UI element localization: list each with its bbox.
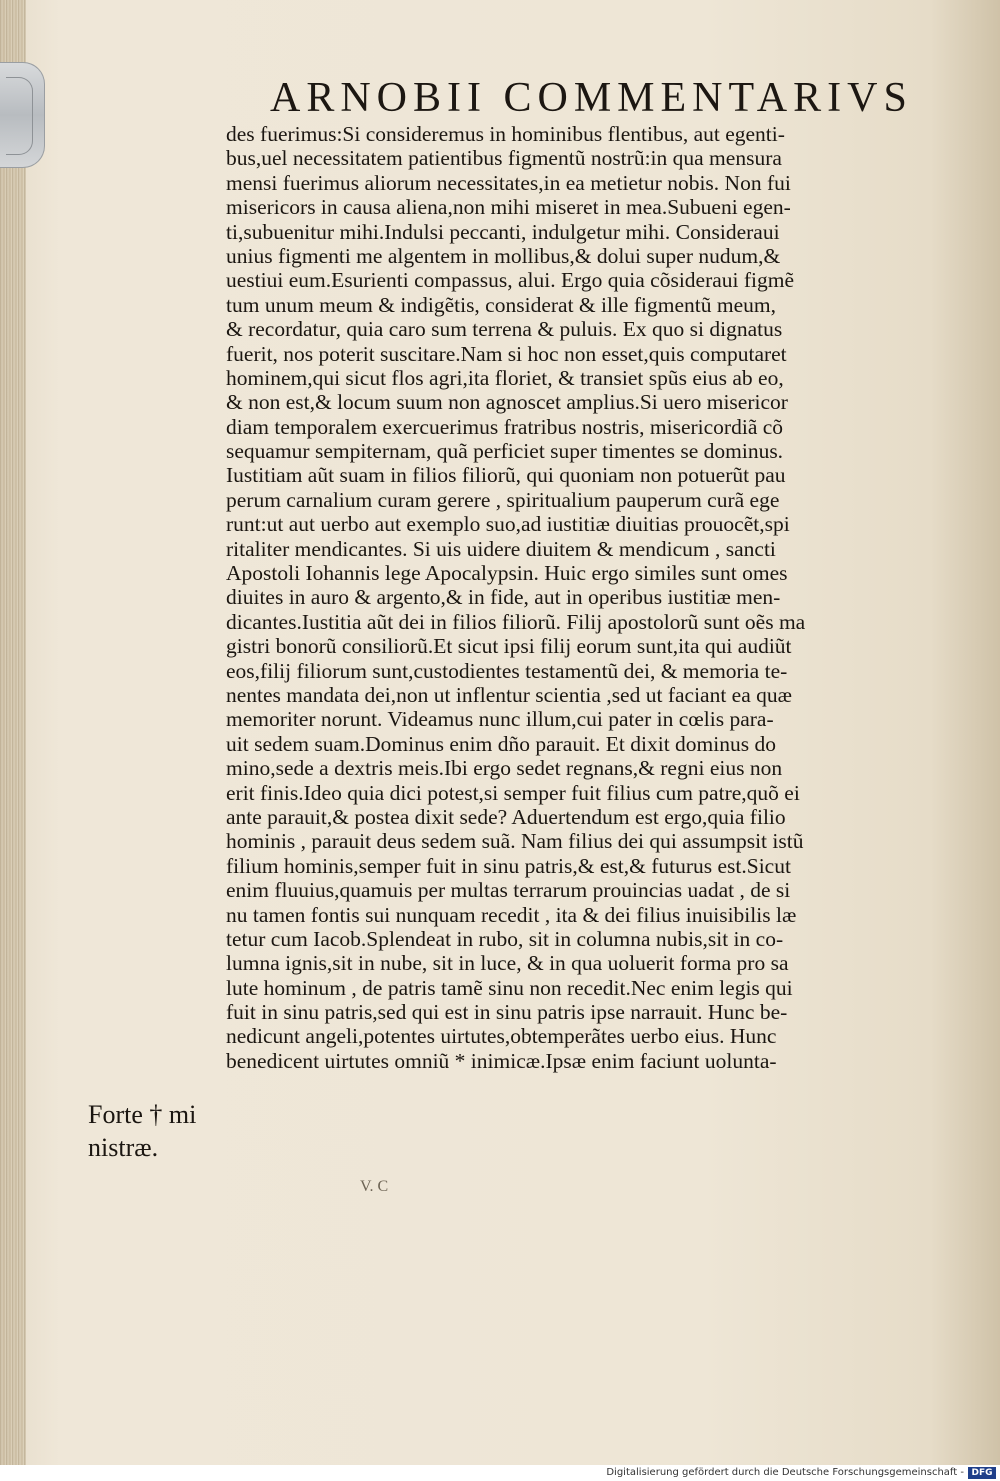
text-line: fuit in sinu patris,sed qui est in sinu patris ipse narrauit. Hunc be- (226, 1000, 788, 1025)
signature-mark: V. C (360, 1178, 389, 1195)
text-line: eos,filij filiorum sunt,custodientes testamentũ dei, & memoria te- (226, 658, 788, 683)
text-line: nentes mandata dei,non ut inflentur scientia ,sed ut faciant ea quæ (226, 682, 792, 707)
text-line: unius figmenti me algentem in mollibus,& dolui super nudum,& (226, 243, 781, 268)
text-line: lute hominum , de patris tamẽ sinu non recedit.Nec enim legis qui (226, 975, 793, 1000)
text-line: Apostoli Iohannis lege Apocalypsin. Huic ergo similes sunt omes (226, 561, 788, 586)
text-line: uestiui eum.Esurienti compassus, alui. Ergo quia cõsideraui figmẽ (226, 268, 795, 293)
main-text-block (226, 122, 936, 1073)
text-line: mensi fuerimus aliorum necessitates,in ea metietur nobis. Non fui (226, 170, 791, 195)
text-line: nedicunt angeli,potentes uirtutes,obtemperãtes uerbo eius. Hunc (226, 1024, 777, 1049)
text-line: filium hominis,semper fuit in sinu patris,& est,& futurus est.Sicut (226, 853, 791, 878)
text-line: & non est,& locum suum non agnoscet amplius.Si uero misericor (226, 390, 788, 415)
marginal-note (88, 1098, 218, 1164)
running-header: ARNOBII COMMENTARIVS (270, 75, 913, 121)
text-line: des fuerimus:Si consideremus in hominibus flentibus, aut egenti- (226, 122, 785, 146)
digitization-credit: Digitalisierung gefördert durch die Deutsche Forschungsgemeinschaft - (606, 1467, 964, 1478)
marginal-note-line-1: Forte † mi (88, 1100, 197, 1129)
text-line: memoriter norunt. Videamus nunc illum,cui pater in cœlis para- (226, 707, 774, 732)
text-line: hominem,qui sicut flos agri,ita floriet, & transiet spũs eius ab eo, (226, 365, 784, 390)
text-line: tum unum meum & indigẽtis, considerat & ille figmentũ meum, (226, 292, 776, 317)
text-line: tetur cum Iacob.Splendeat in rubo, sit in columna nubis,sit in co- (226, 926, 784, 951)
text-line: mino,sede a dextris meis.Ibi ergo sedet regnans,& regni eius non (226, 756, 783, 781)
text-line: runt:ut aut uerbo aut exemplo suo,ad iustitiæ diuitias prouocẽt,spi (226, 512, 790, 537)
text-line: diam temporalem exercuerimus fratribus nostris, misericordiã cõ (226, 414, 784, 439)
text-line: ante parauit,& postea dixit sede? Aduertendum est ergo,quia filio (226, 804, 786, 829)
text-line: Iustitiam aũt suam in filios filiorũ, qui quoniam non potuerũt pau (226, 463, 786, 488)
text-line: diuites in auro & argento,& in fide, aut in operibus iustitiæ men- (226, 585, 781, 610)
text-line: & recordatur, quia caro sum terrena & puluis. Ex quo si dignatus (226, 317, 783, 342)
text-line: nu tamen fontis sui nunquam recedit , ita & dei filius inuisibilis læ (226, 902, 797, 927)
text-line: perum carnalium curam gerere , spiritualium pauperum curã ege (226, 487, 780, 512)
text-line: bus,uel necessitatem patientibus figmentũ nostrũ:in qua mensura (226, 146, 782, 171)
text-line: benedicent uirtutes omniũ * inimicæ.Ipsæ enim faciunt uolunta- (226, 1048, 777, 1073)
text-line: uit sedem suam.Dominus enim dño parauit. Et dixit dominus do (226, 731, 776, 756)
page-clip-image (0, 62, 45, 168)
text-line: misericors in causa aliena,non mihi miseret in mea.Subueni egen- (226, 195, 791, 220)
text-line: sequamur sempiternam, quã perficiet super timentes se dominus. (226, 439, 784, 464)
text-line: ritaliter mendicantes. Si uis uidere diuitem & mendicum , sancti (226, 536, 776, 561)
text-line: erit finis.Ideo quia dici potest,si semper fuit filius cum patre,quõ ei (226, 780, 800, 805)
dfg-logo: DFG (968, 1467, 996, 1479)
text-line: gistri bonorũ consiliorũ.Et sicut ipsi filij eorum sunt,ita qui audiũt (226, 634, 792, 659)
text-line: hominis , parauit deus sedem suã. Nam filius dei qui assumpsit istũ (226, 829, 804, 854)
text-line: lumna ignis,sit in nube, sit in luce, & in qua uoluerit forma pro sa (226, 951, 789, 976)
text-line: dicantes.Iustitia aũt dei in filios filiorũ. Filij apostolorũ sunt oẽs ma (226, 609, 806, 634)
marginal-note-line-2: nistræ. (88, 1133, 159, 1162)
text-line: enim fluuius,quamuis per multas terrarum prouincias uadat , de si (226, 878, 791, 903)
text-line: fuerit, nos poterit suscitare.Nam si hoc non esset,quis computaret (226, 341, 787, 366)
text-line: ti,subuenitur mihi.Indulsi peccanti, indulgetur mihi. Consideraui (226, 219, 780, 244)
book-spine (0, 0, 26, 1465)
